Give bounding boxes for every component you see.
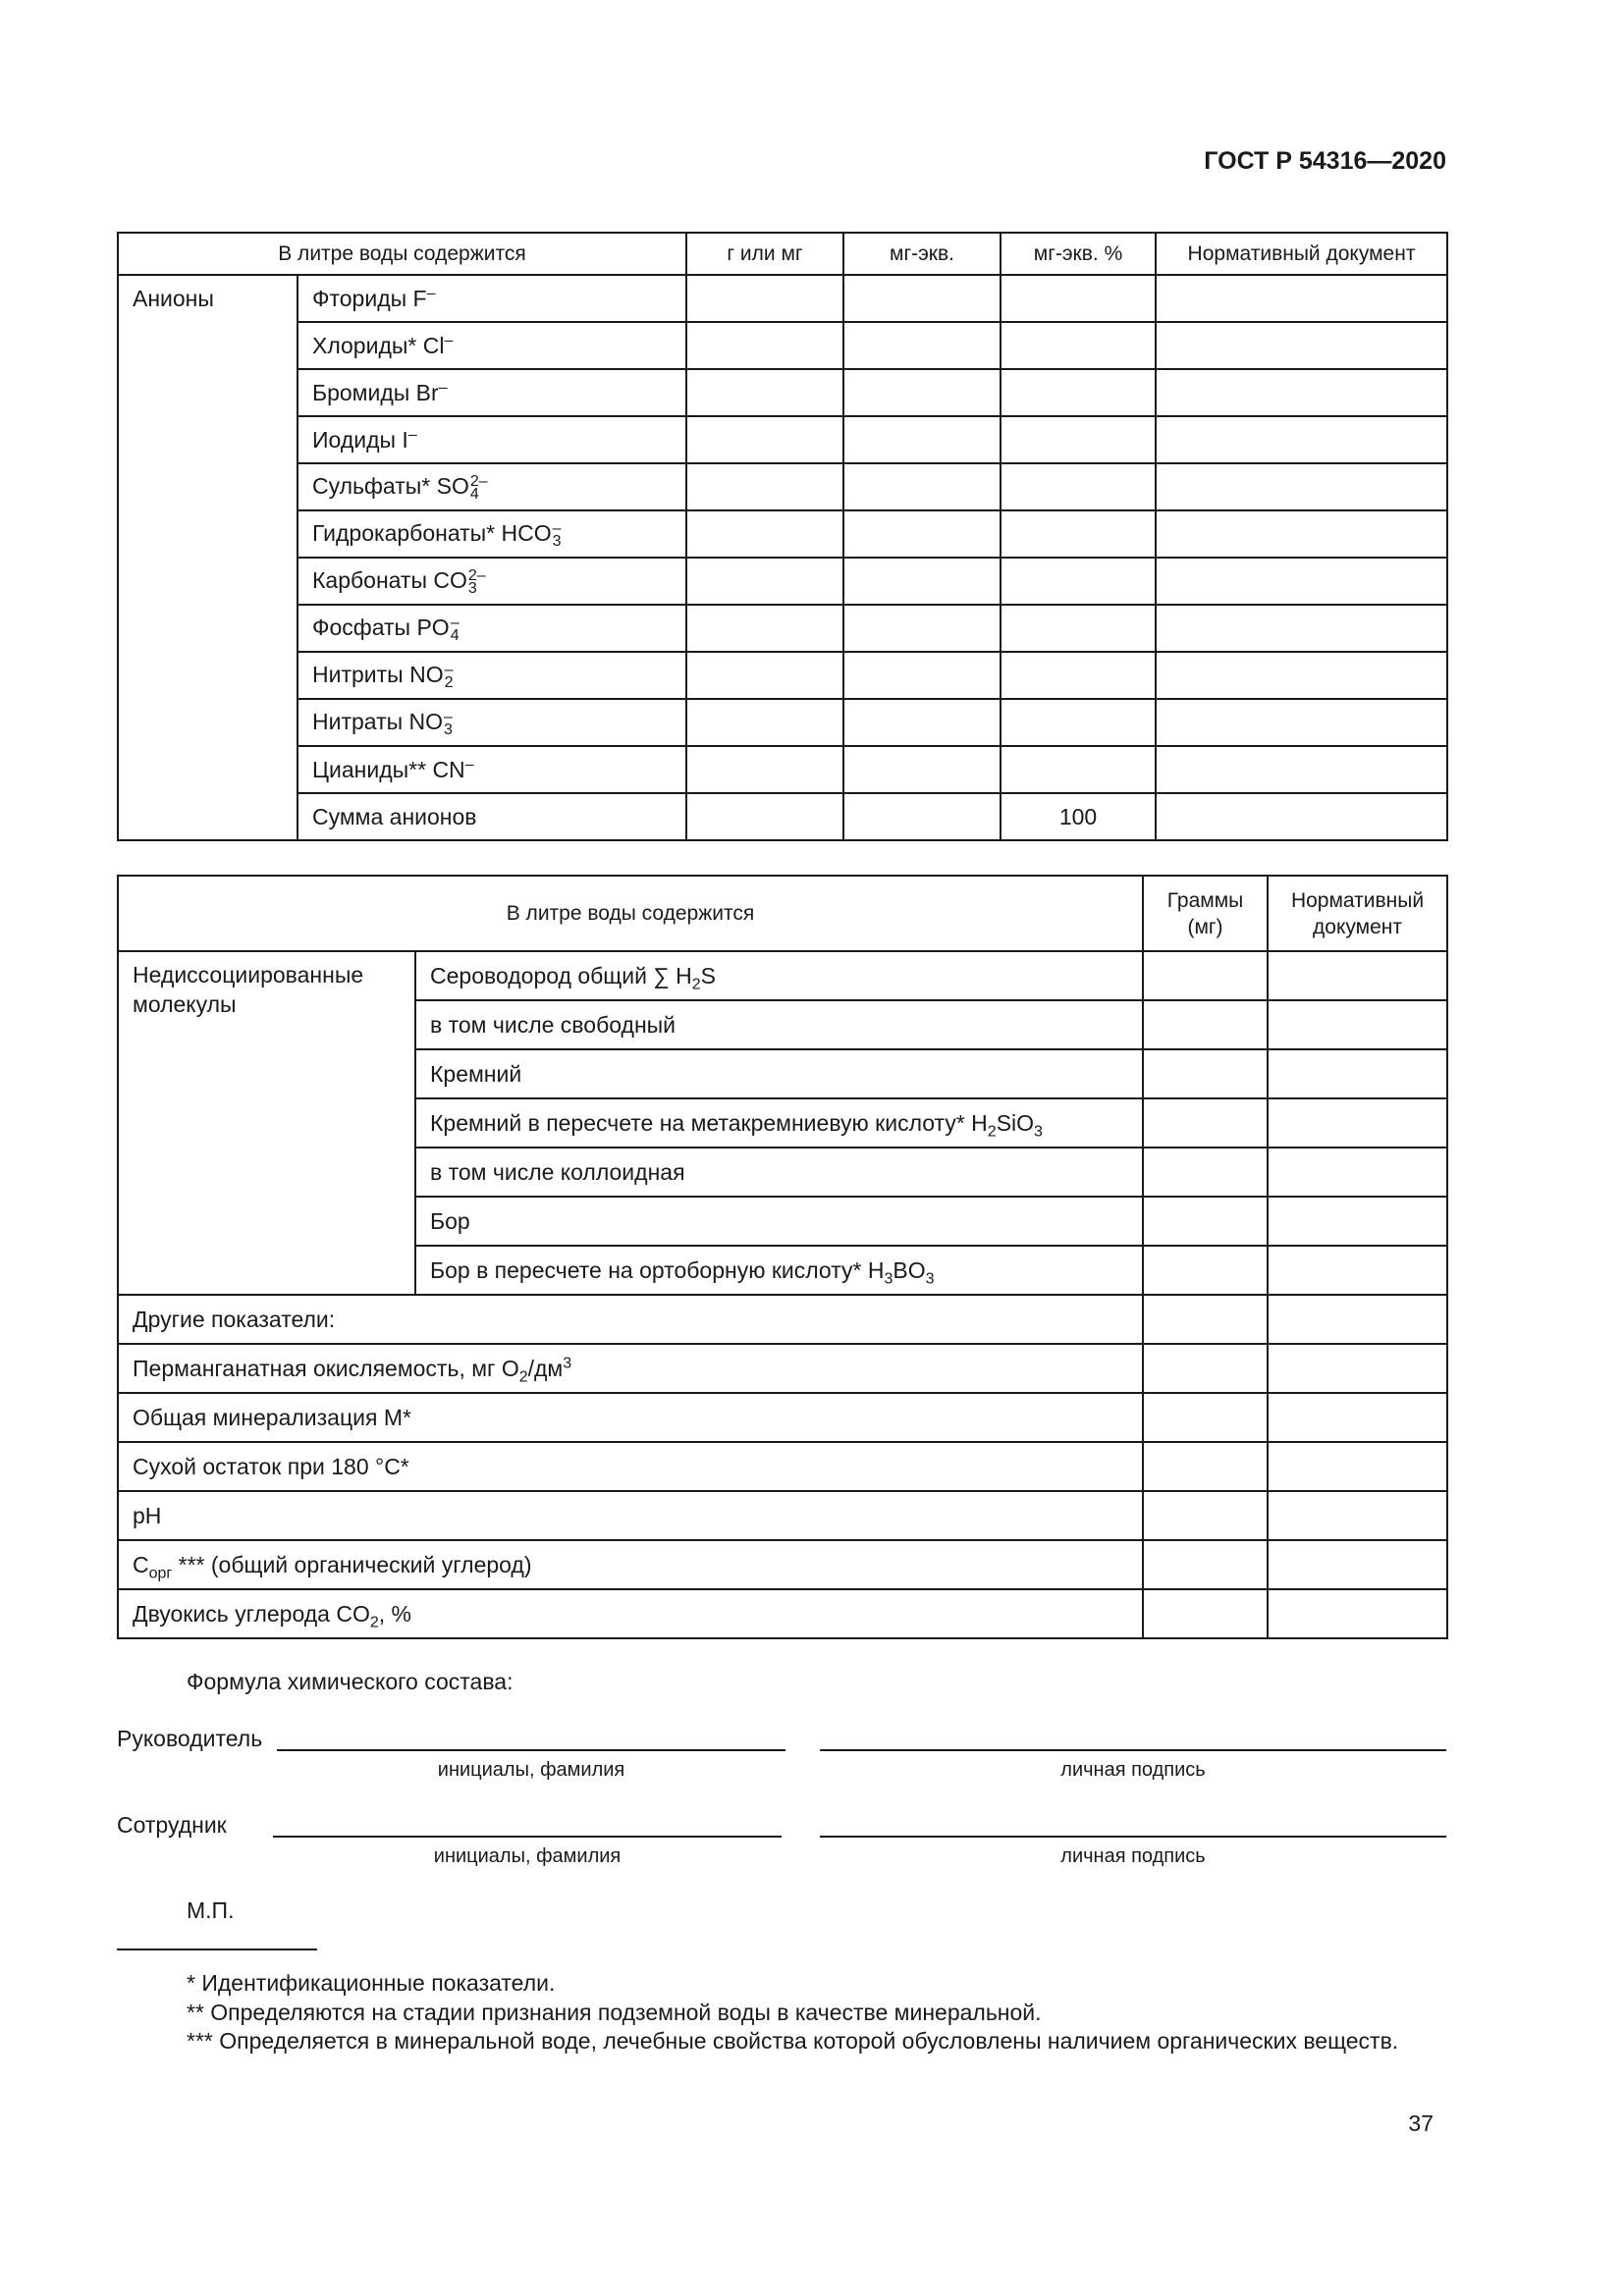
value-cell[interactable] (1143, 1148, 1268, 1197)
table-row (118, 1393, 1447, 1442)
co2-label: Двуокись углерода $CO_2$, % (118, 1589, 1143, 1638)
doc-cell[interactable] (1156, 605, 1447, 652)
table-row (118, 652, 1447, 699)
head-label: Руководитель (117, 1726, 263, 1751)
permanganate-label: Перманганатная окисляемость, мг $O_2/дм^3$ (118, 1344, 1143, 1393)
value-cell[interactable] (1143, 1344, 1268, 1393)
meq-percent-cell[interactable] (1001, 369, 1156, 416)
doc-cell[interactable] (1268, 1098, 1447, 1148)
molecules-table (117, 875, 1448, 1639)
header-grams: Граммы (мг) (1143, 876, 1268, 951)
doc-cell[interactable] (1156, 275, 1447, 322)
anion-name: Фосфаты PO – 4 (298, 605, 686, 652)
doc-cell[interactable] (1268, 1589, 1447, 1638)
mass-cell[interactable] (686, 322, 843, 369)
value-cell[interactable] (1143, 1000, 1268, 1049)
value-cell[interactable] (1143, 1442, 1268, 1491)
sum-row (118, 793, 1447, 840)
table-row (118, 1295, 1447, 1344)
doc-cell[interactable] (1268, 1000, 1447, 1049)
table-row (118, 1442, 1447, 1491)
free-h2s-label: в том числе свободный (415, 1000, 1143, 1049)
table-row (118, 746, 1447, 793)
mass-cell[interactable] (686, 793, 843, 840)
silicic-acid-label: Кремний в пересчете на метакремниевую кислоту* $H_2SiO_3$ (415, 1098, 1143, 1148)
anion-name: Бромиды Br– (298, 369, 686, 416)
doc-cell[interactable] (1156, 369, 1447, 416)
mass-cell[interactable] (686, 369, 843, 416)
footnote-3: *** Определяется в минеральной воде, лечебные свойства которой обусловлены наличием органических веществ. (187, 2028, 1399, 2054)
mineralization-label: Общая минерализация М* (118, 1393, 1143, 1442)
header-normative-doc: Нормативный документ (1156, 233, 1447, 275)
footnote-2: ** Определяются на стадии признания подземной воды в качестве минеральной. (187, 2000, 1042, 2025)
staff-initials-line[interactable] (273, 1836, 782, 1838)
doc-cell[interactable] (1156, 746, 1447, 793)
meq-cell[interactable] (843, 510, 1001, 558)
mass-cell[interactable] (686, 605, 843, 652)
mass-cell[interactable] (686, 699, 843, 746)
anions-header-row (118, 233, 1447, 275)
meq-cell[interactable] (843, 605, 1001, 652)
meq-cell[interactable] (843, 275, 1001, 322)
doc-cell[interactable] (1268, 1344, 1447, 1393)
header-content: В литре воды содержится (118, 233, 686, 275)
sum-percent: 100 (1001, 793, 1156, 840)
mass-cell[interactable] (686, 275, 843, 322)
header-meq: мг-экв. (843, 233, 1001, 275)
sum-label: Сумма анионов (298, 793, 686, 840)
meq-percent-cell[interactable] (1001, 558, 1156, 605)
table-row (118, 1344, 1447, 1393)
table-row (118, 951, 1447, 1000)
meq-cell[interactable] (843, 416, 1001, 463)
doc-cell[interactable] (1156, 463, 1447, 510)
value-cell[interactable] (1143, 1491, 1268, 1540)
colloid-label: в том числе коллоидная (415, 1148, 1143, 1197)
table-row (118, 510, 1447, 558)
organic-carbon-label: $C_{орг}$ *** (общий органический углерод) (118, 1540, 1143, 1589)
mass-cell[interactable] (686, 558, 843, 605)
header-mass: г или мг (686, 233, 843, 275)
table-row (118, 322, 1447, 369)
meq-percent-cell[interactable] (1001, 746, 1156, 793)
header-content: В литре воды содержится (118, 876, 1143, 951)
meq-cell[interactable] (843, 746, 1001, 793)
formula-label: Формула химического состава: (187, 1669, 514, 1694)
doc-cell[interactable] (1268, 1491, 1447, 1540)
meq-percent-cell[interactable] (1001, 322, 1156, 369)
mass-cell[interactable] (686, 746, 843, 793)
value-cell[interactable] (1143, 951, 1268, 1000)
meq-percent-cell[interactable] (1001, 275, 1156, 322)
anion-name: Нитриты NO – 2 (298, 652, 686, 699)
meq-percent-cell[interactable] (1001, 652, 1156, 699)
header-meq-percent: мг-экв. % (1001, 233, 1156, 275)
value-cell[interactable] (1143, 1589, 1268, 1638)
silicon-label: Кремний (415, 1049, 1143, 1098)
meq-cell[interactable] (843, 322, 1001, 369)
mass-cell[interactable] (686, 463, 843, 510)
value-cell[interactable] (1143, 1246, 1268, 1295)
head-signature-line[interactable] (820, 1749, 1446, 1751)
table-row (118, 463, 1447, 510)
page-number: 37 (1408, 2110, 1434, 2136)
anion-name: Гидрокарбонаты* HCO – 3 (298, 510, 686, 558)
doc-cell[interactable] (1156, 416, 1447, 463)
table-row (118, 699, 1447, 746)
stamp-label: М.П. (187, 1897, 235, 1923)
doc-cell[interactable] (1268, 1148, 1447, 1197)
table-row (118, 369, 1447, 416)
header-normative-doc: Нормативный документ (1268, 876, 1447, 951)
anion-name: Нитраты NO – 3 (298, 699, 686, 746)
value-cell[interactable] (1143, 1049, 1268, 1098)
meq-cell[interactable] (843, 558, 1001, 605)
doc-cell[interactable] (1268, 1197, 1447, 1246)
other-indicators-label: Другие показатели: (118, 1295, 1143, 1344)
footnote-separator (117, 1949, 317, 1950)
hydrogen-sulfide-label: Сероводород общий ∑ $H_2S$ (415, 951, 1143, 1000)
molecules-header-row (118, 876, 1447, 951)
doc-cell[interactable] (1156, 793, 1447, 840)
value-cell[interactable] (1143, 1393, 1268, 1442)
meq-cell[interactable] (843, 369, 1001, 416)
molecules-group-label: Недиссоциированные молекулы (118, 951, 415, 1295)
table-row (118, 275, 1447, 322)
mass-cell[interactable] (686, 416, 843, 463)
dry-residue-label: Сухой остаток при 180 °C* (118, 1442, 1143, 1491)
boric-acid-label: Бор в пересчете на ортоборную кислоту* $H_3BO_3$ (415, 1246, 1143, 1295)
value-cell[interactable] (1143, 1540, 1268, 1589)
value-cell[interactable] (1143, 1098, 1268, 1148)
meq-cell[interactable] (843, 699, 1001, 746)
anion-name: Фториды F– (298, 275, 686, 322)
staff-signature-caption: личная подпись (1060, 1845, 1206, 1867)
head-initials-caption: инициалы, фамилия (437, 1759, 625, 1781)
mass-cell[interactable] (686, 652, 843, 699)
meq-cell[interactable] (843, 793, 1001, 840)
table-row (118, 416, 1447, 463)
meq-percent-cell[interactable] (1001, 463, 1156, 510)
meq-percent-cell[interactable] (1001, 416, 1156, 463)
meq-percent-cell[interactable] (1001, 510, 1156, 558)
doc-cell[interactable] (1268, 951, 1447, 1000)
doc-cell[interactable] (1156, 510, 1447, 558)
anions-group-label: Анионы (118, 275, 298, 840)
doc-cell[interactable] (1156, 322, 1447, 369)
doc-cell[interactable] (1156, 558, 1447, 605)
boron-label: Бор (415, 1197, 1143, 1246)
value-cell[interactable] (1143, 1197, 1268, 1246)
head-signature-caption: личная подпись (1060, 1759, 1206, 1781)
doc-cell[interactable] (1268, 1393, 1447, 1442)
anion-name: Сульфаты* SO 2– 4 (298, 463, 686, 510)
table-row (118, 558, 1447, 605)
meq-percent-cell[interactable] (1001, 605, 1156, 652)
value-cell[interactable] (1143, 1295, 1268, 1344)
staff-label: Сотрудник (117, 1812, 227, 1838)
doc-cell[interactable] (1268, 1540, 1447, 1589)
doc-cell[interactable] (1268, 1246, 1447, 1295)
mass-cell[interactable] (686, 510, 843, 558)
table-row (118, 1491, 1447, 1540)
ph-label: pH (118, 1491, 1143, 1540)
table-row (118, 1589, 1447, 1638)
anions-table (117, 232, 1448, 841)
doc-cell[interactable] (1156, 652, 1447, 699)
doc-cell[interactable] (1156, 699, 1447, 746)
meq-percent-cell[interactable] (1001, 699, 1156, 746)
footnote-1: * Идентификационные показатели. (187, 1970, 556, 1996)
meq-cell[interactable] (843, 652, 1001, 699)
head-initials-line[interactable] (277, 1749, 785, 1751)
anion-name: Иодиды I– (298, 416, 686, 463)
doc-cell[interactable] (1268, 1295, 1447, 1344)
staff-initials-caption: инициалы, фамилия (433, 1845, 622, 1867)
table-row (118, 1540, 1447, 1589)
staff-signature-line[interactable] (820, 1836, 1446, 1838)
doc-cell[interactable] (1268, 1049, 1447, 1098)
standard-title: ГОСТ Р 54316—2020 (1204, 147, 1446, 175)
anion-name: Цианиды** CN– (298, 746, 686, 793)
meq-cell[interactable] (843, 463, 1001, 510)
table-row (118, 605, 1447, 652)
anion-name: Карбонаты CO 2– 3 (298, 558, 686, 605)
anion-name: Хлориды* Cl– (298, 322, 686, 369)
doc-cell[interactable] (1268, 1442, 1447, 1491)
